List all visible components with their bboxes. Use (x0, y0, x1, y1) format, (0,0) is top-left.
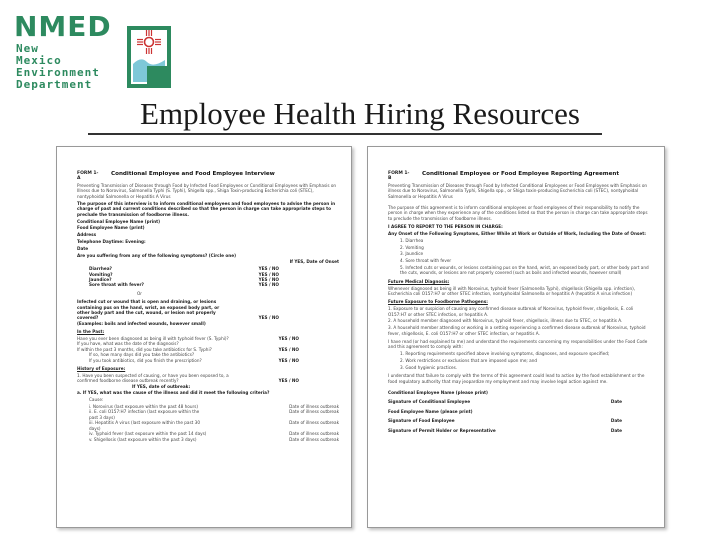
symptom-answer: YES / NO (258, 266, 279, 272)
onset-symptom: 3. Jaundice (400, 251, 424, 257)
signature-row (388, 418, 652, 423)
past-header: In the Past: (77, 329, 105, 335)
symptom-label: Vomiting? (89, 271, 113, 277)
exposure-header: History of Exposure: (77, 366, 126, 372)
signature-label: Food Employee Name (please print) (388, 408, 473, 414)
future-exposure-item: 2. A household member diagnosed with Norovirus, typhoid fever, shigellosis, illness due to STEC, or hepatitis A. (388, 318, 623, 324)
form-1a-field: Conditional Employee Name (print) (77, 218, 161, 224)
form-1a-header (77, 171, 339, 201)
past-row (77, 358, 339, 363)
exposure-q1a: a. If YES, what was the cause of the illness and did it meet the following criteria? (77, 390, 270, 396)
infected-cut-row (77, 299, 339, 321)
onset-header: Any Onset of the Following Symptoms, Either While at Work or Outside of Work, Including the Date of Onset: (388, 231, 646, 237)
zia-sun-icon (127, 26, 171, 88)
signature-label: Signature of Conditional Employee (388, 399, 471, 405)
comply-item: 3. Good hygienic practices. (400, 364, 458, 370)
past-question: Have you ever been diagnosed as being ill with typhoid fever (S. Typhi)? (77, 336, 229, 342)
or-label: Or (137, 290, 143, 296)
form-1b-subtitle: Preventing Transmission of Diseases through Food by Infected Conditional Employees or Food Employees with Emphasis on illness due to Norovirus, Salmonella Typhi, Shigella spp., or Shiga toxin-producing Escherichia coli (STEC), nontyphoidal Salmonella or Hepatitis A Virus (388, 183, 648, 199)
exposure-item-date: Date of illness outbreak (289, 420, 339, 426)
past-answer: YES / NO (278, 346, 299, 352)
form-1a-label: FORM 1-A (77, 171, 99, 182)
form-1b-document[interactable] (367, 146, 665, 528)
title-underline (88, 133, 602, 135)
signature-row (388, 399, 652, 404)
logo-wordmark: NMED (14, 10, 112, 43)
infected-cut-answer: YES / NO (258, 315, 279, 321)
form-1b-title: Conditional Employee or Food Employee Reporting Agreement (422, 171, 620, 177)
signature-date: Date (610, 418, 622, 424)
infected-cut-question: Infected cut or wound that is open and draining, or lesions containing pus on the hand, wrist, an exposed body part, or other body part and the cut, wound, or lesion not properly covered? (77, 299, 220, 321)
future-exposure-item: 3. A household member attending or working in a setting experiencing a confirmed disease outbreak of Norovirus, typhoid fever, shigellosis, E. coli O157:H7 or other STEC infection, or hepatitis A. (388, 325, 646, 336)
form-1a-field: Food Employee Name (print) (77, 225, 145, 231)
symptom-answer: YES / NO (258, 271, 279, 277)
logo-line-new: New (16, 42, 39, 55)
page-title: Employee Health Hiring Resources (140, 96, 580, 131)
exposure-item-label: i. Norovirus (last exposure within the past 48 hours) (89, 404, 199, 410)
signature-row (388, 409, 652, 414)
form-1b-header (388, 171, 652, 201)
comply-item: 2. Work restrictions or exclusions that are imposed upon me; and (400, 358, 538, 364)
symptom-answer: YES / NO (258, 282, 279, 288)
nmed-logo (14, 12, 174, 92)
symptom-answer: YES / NO (258, 277, 279, 282)
cause-label: Cause: (89, 397, 104, 403)
exposure-item (77, 437, 339, 442)
exposure-item-label: ii. E. coli O157:H7 infection (last exposure within the past 3 days) (89, 409, 200, 420)
onset-symptom: 5. Infected cuts or wounds, or lesions containing pus on the hand, wrist, an exposed body part, or other body part and the cuts, wounds, or lesions are not properly covered (such as boils and infected wounds, however small) (400, 265, 649, 276)
diagnosis-text: Whenever diagnosed as being ill with Norovirus, typhoid fever (Salmonella Typhi), shigellosis (Shigella spp. infection), Escherichia coli O157:H7 or other STEC infection, nontyphoidal Salmonella or hepatitis A (hepatitis A virus infection) (388, 285, 636, 297)
form-1b-content (388, 171, 652, 517)
form-1b-purpose: The purpose of this agreement is to inform conditional employees or food employees of their responsibility to notify the person in charge when they experience any of the conditions listed so that the person in charge can take appropriate steps to preclude the transmission of foodborne illness. (388, 205, 648, 221)
exposure-q1-answer: YES / NO (278, 378, 299, 384)
onset-symptom: 1. Diarrhea (400, 237, 424, 243)
exposure-q1-row (77, 373, 339, 384)
signature-date: Date (610, 427, 622, 433)
past-question: If you took antibiotics, did you finish the prescription? (89, 357, 202, 363)
exposure-item (77, 420, 339, 431)
symptom-label: Diarrhea? (89, 266, 112, 272)
exposure-item-label: iii. Hepatitis A virus (last exposure within the past 30 days) (89, 420, 200, 431)
agree-header: I AGREE TO REPORT TO THE PERSON IN CHARGE: (388, 224, 503, 230)
form-1a-field: Date (77, 245, 89, 251)
signature-date: Date (610, 399, 622, 405)
past-question: If so, how many days did you take the antibiotics? (89, 352, 195, 358)
form-1a-field: Address (77, 232, 97, 238)
symptom-row (77, 282, 339, 287)
logo-line-mexico: Mexico (16, 54, 62, 67)
form-1a-purpose: The purpose of this interview is to inform conditional employees and food employees to advise the person in charge of past and current conditions described so that the person in charge can take appropriate steps to preclude the transmission of foodborne illness. (77, 201, 336, 217)
form-1a-document[interactable] (56, 146, 352, 528)
infected-cut-examples: (Examples: boils and infected wounds, however small) (77, 320, 206, 326)
form-1b-label: FORM 1-B (388, 171, 410, 182)
exposure-item-label: v. Shigellosis (last exposure within the past 3 days) (89, 436, 197, 442)
signature-label: Signature of Permit Holder or Representative (388, 427, 496, 433)
form-1a-title: Conditional Employee and Food Employee Interview (111, 171, 275, 177)
exposure-item-date: Date of illness outbreak (289, 409, 339, 415)
logo-line-environment: Environment (16, 66, 100, 79)
comply-item: 1. Reporting requirements specified above involving symptoms, diagnoses, and exposure specified; (400, 351, 610, 357)
exposure-item-date: Date of illness outbreak (289, 436, 339, 442)
signature-row (388, 390, 652, 395)
onset-symptom: 4. Sore throat with fever (400, 258, 452, 264)
form-1a-subtitle: Preventing Transmission of Diseases through Food by Infected Food Employees or Conditional Employees with Emphasis on Illness due to Norovirus, Salmonella Typhi (S. Typhi), Shigella spp., Shiga Toxin-producing Escherichia coli (STEC), nontyphoidal Salmonella or Hepatitis A Virus (77, 183, 337, 199)
symptoms-question: Are you suffering from any of the following symptoms? (Circle one) (77, 252, 237, 258)
exposure-item-label: iv. Typhoid fever (last exposure within the past 14 days) (89, 431, 207, 437)
symptom-label: Sore throat with fever? (89, 282, 144, 288)
exposure-item-date: Date of illness outbreak (289, 431, 339, 437)
future-exposure-header: Future Exposure to Foodborne Pathogens: (388, 299, 488, 305)
form-1a-content (77, 171, 339, 517)
onset-symptom: 2. Vomiting (400, 244, 424, 250)
signature-row (388, 428, 652, 433)
symptom-label: Jaundice? (89, 277, 112, 282)
past-answer: YES / NO (278, 336, 299, 342)
exposure-q1-followup: If YES, date of outbreak: (132, 383, 191, 389)
fail-text: I understand that failure to comply with the terms of this agreement could lead to action by the food establishment or the food regulatory authority that may jeopardize my employment and may involve legal action against me. (388, 373, 645, 384)
signature-block (388, 390, 652, 433)
exposure-item (77, 409, 339, 420)
signature-label: Conditional Employee Name (please print) (388, 390, 488, 396)
diagnosis-header: Future Medical Diagnosis: (388, 278, 450, 284)
past-question: If you have, what was the date of the diagnosis? (77, 341, 179, 347)
future-exposure-item: 1. Exposure to or suspicion of causing any confirmed disease outbreak of Norovirus, typhoid fever, shigellosis, E. coli O157:H7 or other STEC infection, or hepatitis A. (388, 306, 634, 317)
form-1a-field: Telephone Daytime: Evening: (77, 239, 146, 244)
symptoms-col-header: If YES, Date of Onset (289, 259, 339, 265)
understand-text: I have read (or had explained to me) and understand the requirements concerning my responsibilities under the Food Code and this agreement to comply with: (388, 339, 648, 350)
past-answer: YES / NO (278, 357, 299, 363)
past-question: If within the past 3 months, did you take antibiotics for S. Typhi? (77, 346, 212, 352)
logo-line-department: Department (16, 78, 93, 91)
exposure-q1: 1. Have you been suspected of causing, or have you been exposed to, a confirmed foodborne disease outbreak recently? (77, 372, 229, 384)
signature-label: Signature of Food Employee (388, 418, 455, 424)
exposure-item-date: Date of illness outbreak (289, 404, 339, 410)
